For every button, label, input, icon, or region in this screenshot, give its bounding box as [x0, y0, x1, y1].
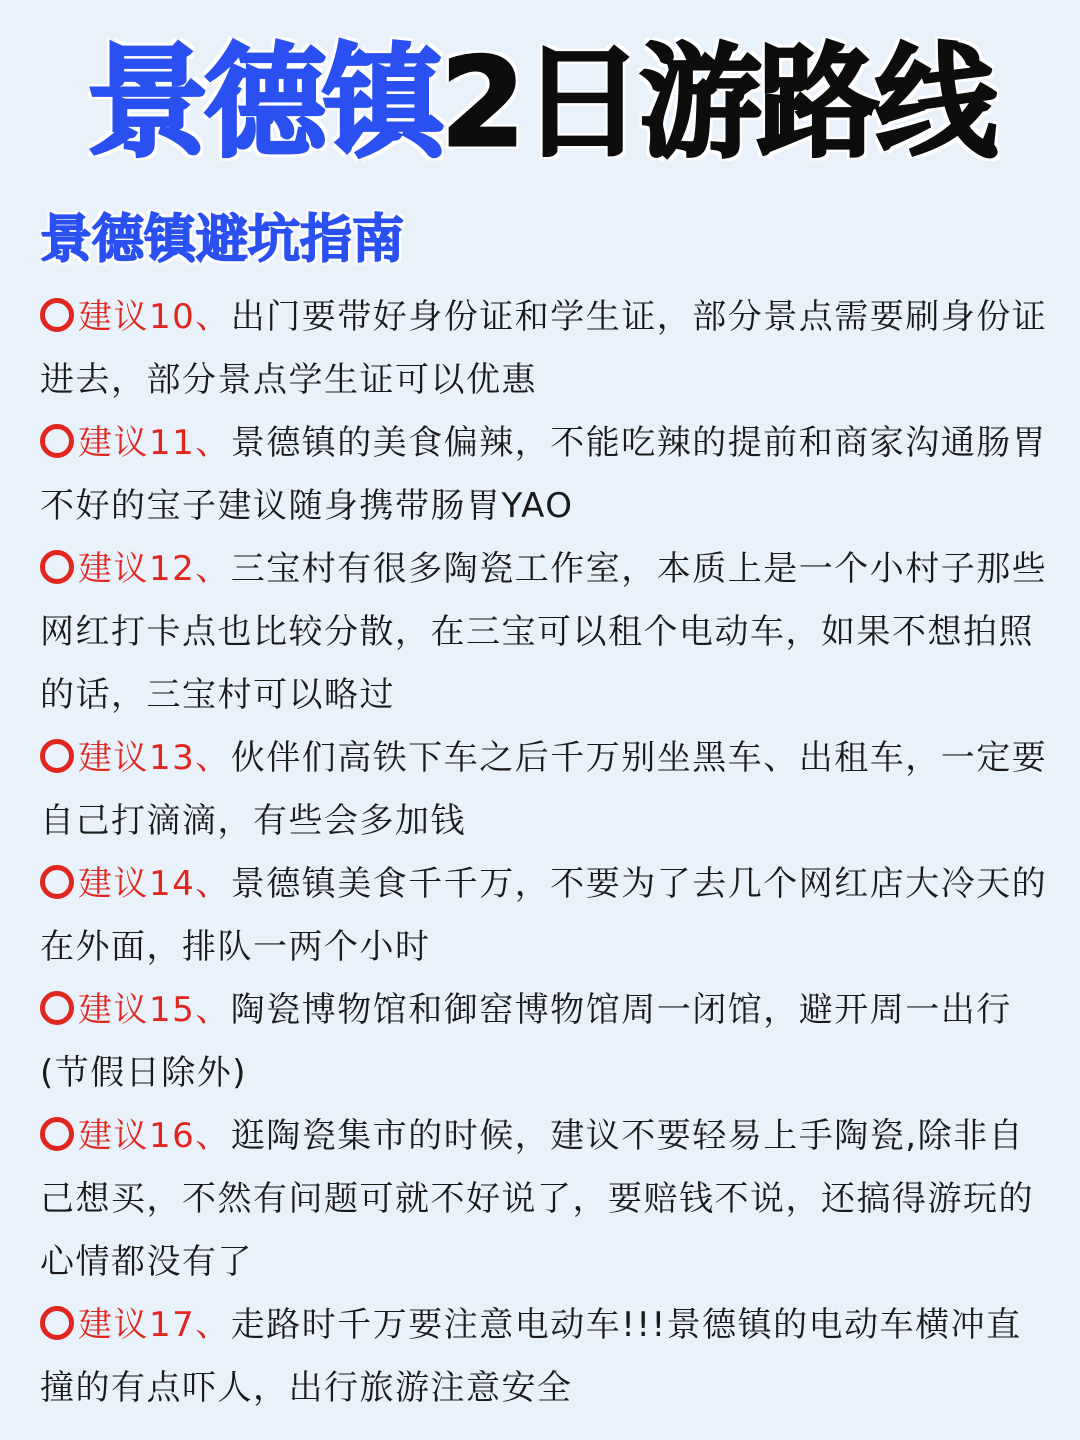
- tip-text: 三宝村有很多陶瓷工作室，本质上是一个小村子那些网红打卡点也比较分散，在三宝可以租个电动车，如果不想拍照的话，三宝村可以略过: [40, 549, 1048, 715]
- tip-item-12: [40, 538, 1050, 727]
- tip-text: 陶瓷博物馆和御窑博物馆周一闭馆，避开周一出行(节假日除外): [40, 990, 1012, 1093]
- tip-item-11: [40, 412, 1050, 538]
- red-circle-icon: [40, 991, 74, 1025]
- tip-item-13: [40, 727, 1050, 853]
- tips-list: [40, 286, 1050, 1420]
- section-heading: 景德镇避坑指南: [40, 210, 405, 270]
- tip-label: 建议15、: [78, 990, 231, 1030]
- title-city: 景德镇: [86, 32, 441, 174]
- tip-item-14: [40, 853, 1050, 979]
- red-circle-icon: [40, 550, 74, 584]
- red-circle-icon: [40, 424, 74, 458]
- tip-text: 景德镇的美食偏辣，不能吃辣的提前和商家沟通肠胃不好的宝子建议随身携带肠胃YAO: [40, 423, 1048, 526]
- page-title: [0, 28, 1080, 178]
- tip-label: 建议11、: [78, 423, 231, 463]
- tip-text: 出门要带好身份证和学生证，部分景点需要刷身份证进去，部分景点学生证可以优惠: [40, 297, 1048, 400]
- tip-item-16: [40, 1105, 1050, 1294]
- tip-label: 建议14、: [78, 864, 231, 904]
- red-circle-icon: [40, 739, 74, 773]
- tip-item-15: [40, 979, 1050, 1105]
- tip-label: 建议13、: [78, 738, 231, 778]
- tip-text: 景德镇美食千千万，不要为了去几个网红店大冷天的在外面，排队一两个小时: [40, 864, 1048, 967]
- tip-label: 建议17、: [78, 1305, 231, 1345]
- tip-text: 伙伴们高铁下车之后千万别坐黑车、出租车，一定要自己打滴滴，有些会多加钱: [40, 738, 1048, 841]
- tip-label: 建议12、: [78, 549, 231, 589]
- tip-text: 逛陶瓷集市的时候，建议不要轻易上手陶瓷,除非自己想买，不然有问题可就不好说了，要赔钱不说，还搞得游玩的心情都没有了: [40, 1116, 1034, 1282]
- red-circle-icon: [40, 1306, 74, 1340]
- red-circle-icon: [40, 298, 74, 332]
- red-circle-icon: [40, 865, 74, 899]
- tip-label: 建议10、: [78, 297, 231, 337]
- red-circle-icon: [40, 1117, 74, 1151]
- tip-item-17: [40, 1294, 1050, 1420]
- tip-text: 走路时千万要注意电动车!!!景德镇的电动车横冲直撞的有点吓人，出行旅游注意安全: [40, 1305, 1022, 1408]
- tip-label: 建议16、: [78, 1116, 231, 1156]
- tip-item-10: [40, 286, 1050, 412]
- title-route: 2日游路线: [440, 32, 994, 174]
